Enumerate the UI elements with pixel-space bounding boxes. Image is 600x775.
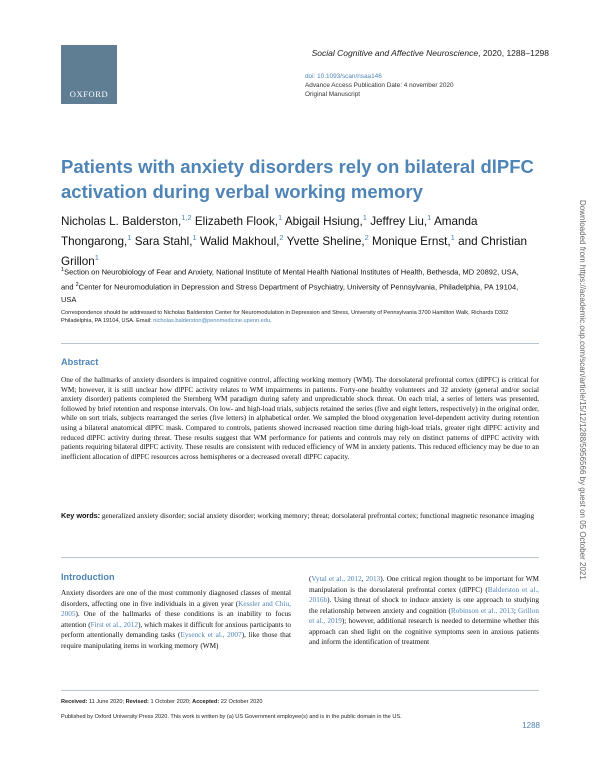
author[interactable]: Sara Stahl,$^1$ [134, 232, 197, 248]
introduction-heading: Introduction [61, 572, 115, 582]
oxford-logo [61, 45, 117, 104]
article-title: Patients with anxiety disorders rely on bilateral dlPFC activation during verbal working memory [61, 156, 534, 202]
citation-link[interactable]: Vytal et al., 2012 [311, 575, 362, 583]
intro-column-1: Anxiety disorders are one of the most commonly diagnosed classes of mental disorders, affecting one in five individuals in a given year (Kessler and Chiu, 2005). One of the hallmarks of these conditions is an inability to focus attention (First et al., 2012), which makes it difficult for anxious participants to perform attentionally demanding tasks (Eysenck et al., 2007), like those that require manipulating items in working memory (WM) [61, 589, 292, 650]
journal-citation [312, 48, 549, 58]
citation-link[interactable]: Balderston et al., 2016b [309, 585, 539, 604]
keywords: Key words: generalized anxiety disorder; social anxiety disorder; working memory; threat; dorsolateral prefrontal cortex; functional magnetic resonance imaging [61, 511, 535, 520]
logo-text: OXFORD [69, 89, 109, 99]
divider [61, 343, 539, 344]
author[interactable]: Elizabeth Flook,$^1$ [194, 213, 283, 228]
intro-column-2: (Vytal et al., 2012, 2013). One critical region thought to be important for WM manipulation is the dorsolateral prefrontal cortex (dlPFC) (Balderston et al., 2016b). Using threat of shock to induce anxiety is one approach to studying the relationship between anxiety and cognition (Robinson et al., 2013; Grillon et al., 2019); however, additional research is needed to determine whether this approach can shed light on the cognitive symptoms seen in anxious patients and inform the identification of treatment [309, 575, 540, 646]
citation-link[interactable]: Kessler and Chiu, 2005 [61, 599, 291, 618]
author[interactable]: Jeffrey Liu,$^1$ [370, 213, 432, 228]
author[interactable]: and Christian Grillon$^1$ [61, 234, 527, 268]
citation-link[interactable]: First et al., 2012 [90, 620, 139, 629]
article-type: Original Manuscript [305, 91, 361, 98]
citation-link[interactable]: Eysenck et al., 2007 [180, 631, 242, 639]
doi-link[interactable]: doi: 10.1093/scan/nsaa146 [305, 73, 382, 80]
author[interactable]: Amanda Thongarong,$^1$ [61, 214, 478, 248]
journal-name[interactable]: Social Cognitive and Affective Neuroscience [311, 48, 479, 58]
correspondence: Correspondence should be addressed to Nicholas Balderston Center for Neuromodulation in Depression and Stress, University of Pennsylvania 3700 Hamilton Walk, Richards D302 Philadelphia, PA 19104, USA. Email: nicholas.balderston@pennmedicine.upenn.edu. [61, 310, 509, 325]
advance-access-date: Advance Access Publication Date: 4 november 2020 [305, 82, 454, 89]
download-watermark: Downloaded from https://academic.oup.com/scan/article/15/12/1288/5956566 by guest on 05 October 2021 [578, 200, 587, 580]
email-link[interactable]: nicholas.balderston@pennmedicine.upenn.edu [153, 318, 270, 325]
author[interactable]: Yvette Sheline,$^2$ [286, 232, 369, 248]
article-dates: Received: 11 June 2020; Revised: 1 October 2020; Accepted: 22 October 2020 [61, 699, 263, 705]
author-list [61, 210, 541, 270]
author[interactable]: Walid Makhoul,$^2$ [199, 232, 284, 248]
divider [61, 690, 539, 691]
abstract-text: One of the hallmarks of anxiety disorders is impaired cognitive control, affecting working memory (WM). The dorsolateral prefrontal cortex (dlPFC) is critical for WM; however, it is still unclear how dlPFC activity relates to WM impairments in patients. Forty-one healthy volunteers and 32 anxiety (general and/or social anxiety disorder) patients completed the Sternberg WM paradigm during safety and unpredictable shock threat. On each trial, a series of letters was presented, followed by brief retention and response intervals. On low- and high-load trials, subjects retained the series (five and eight letters, respectively) in the original order, while on sort trials, subjects rearranged the series (five letters) in alphabetical order. We sampled the blood oxygenation level-dependent activity during retention using a bilateral anatomical dlPFC mask. Compared to controls, patients showed increased reaction time during high-load trials, greater right dlPFC activity and reduced dlPFC activity during threat. These results suggest that WM performance for patients and controls may rely on distinct patterns of dlPFC activity with patients requiring bilateral dlPFC activity. These results are consistent with reduced efficiency of WM in anxiety patients. This reduced efficiency may be due to an inefficient allocation of dlPFC resources across hemispheres or a decreased overall dlPFC capacity. [61, 376, 539, 461]
affiliations: $^1$Section on Neurobiology of Fear and Anxiety, National Institute of Mental Health National Institutes of Health, Bethesda, MD 20892, USA, and $^2$Center for Neuromodulation in Depression and Stress Department of Psychiatry, University of Pennsylvania, Philadelphia, PA 19104, USA [61, 267, 519, 304]
page-number: 1288 [522, 721, 540, 730]
citation-link[interactable]: 2013 [365, 575, 381, 583]
publication-notice: Published by Oxford University Press 2020. This work is written by (a) US Government employee(s) and is in the public domain in the US. [61, 714, 402, 720]
divider [61, 557, 539, 558]
author[interactable]: Abigail Hsiung,$^1$ [284, 213, 367, 228]
author[interactable]: Nicholas L. Balderston,$^{1,2}$ [61, 213, 192, 228]
citation-link[interactable]: Robinson et al., 2013 [450, 606, 514, 615]
article-meta [305, 72, 454, 99]
author[interactable]: Monique Ernst,$^1$ [372, 232, 455, 248]
citation-link[interactable]: Grillon et al., 2019 [309, 606, 539, 625]
abstract-heading: Abstract [61, 357, 99, 367]
journal-issue: , 2020, 1288–1298 [478, 48, 549, 58]
